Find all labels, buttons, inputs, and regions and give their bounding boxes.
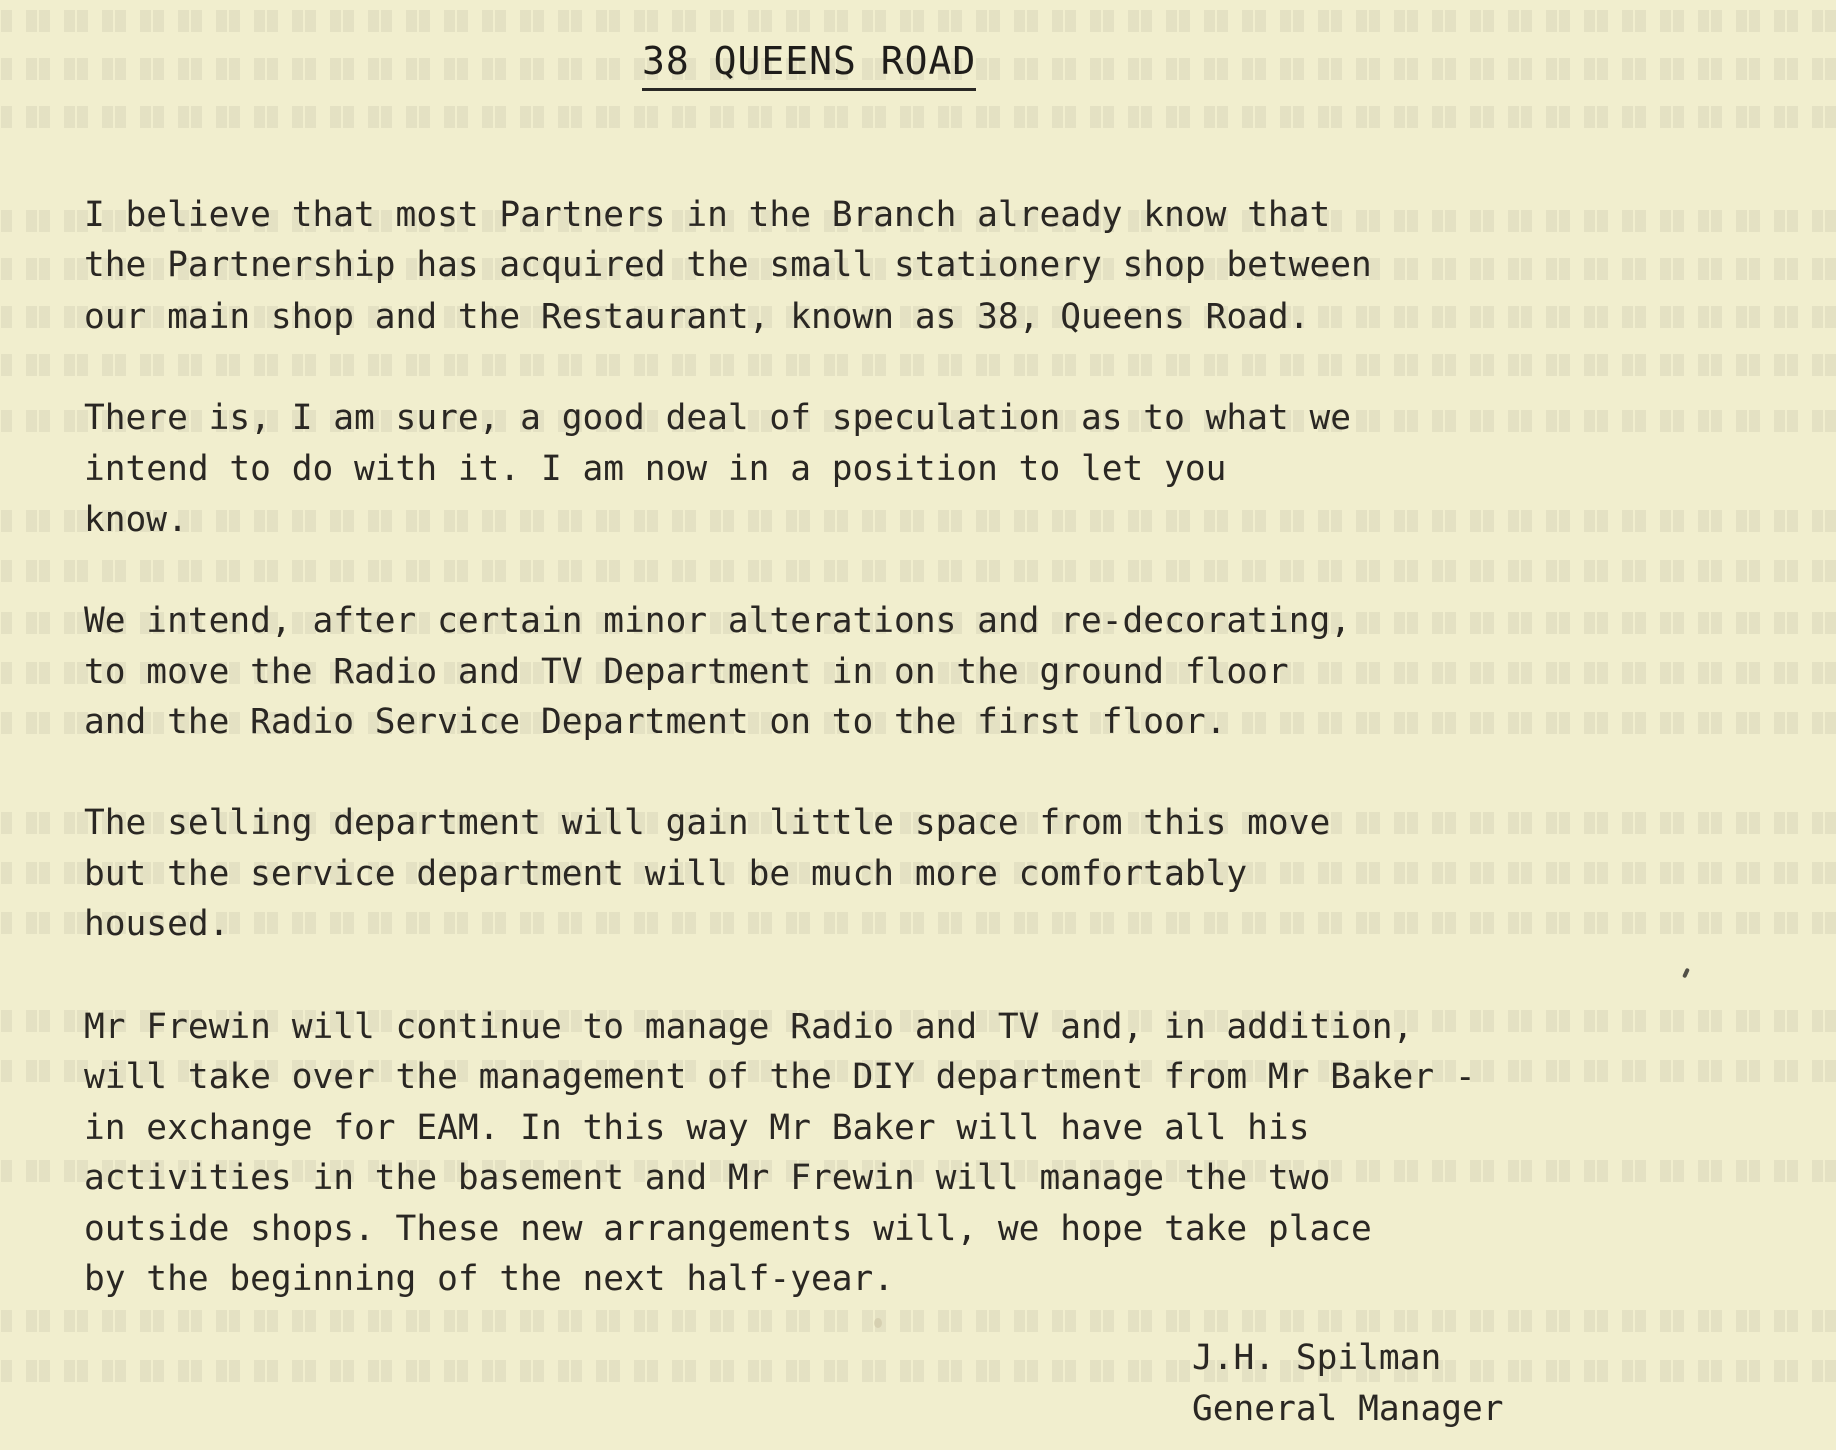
signatory-position: General Manager [1192,1389,1504,1429]
text-line: intend to do with it. I am now in a position to let you [84,449,1227,489]
text-line: activities in the basement and Mr Frewin will manage the two [84,1158,1331,1198]
text-line: housed. [84,904,230,944]
ink-mark [1682,968,1690,979]
paper-mark [874,1318,882,1328]
signatory-name: J.H. Spilman [1192,1338,1442,1378]
text-line: to move the Radio and TV Department in on the ground floor [84,652,1289,692]
text-line: and the Radio Service Department on to the first floor. [84,702,1227,742]
text-line: the Partnership has acquired the small stationery shop between [84,245,1372,285]
text-line: by the beginning of the next half-year. [84,1259,895,1299]
text-line: Mr Frewin will continue to manage Radio and TV and, in addition, [84,1007,1414,1047]
text-line: will take over the management of the DIY department from Mr Baker - [84,1057,1476,1097]
text-line: outside shops. These new arrangements will, we hope take place [84,1209,1372,1249]
text-line: know. [84,500,188,540]
text-line: The selling department will gain little space from this move [84,803,1331,843]
text-line: We intend, after certain minor alterations and re-decorating, [84,601,1352,641]
page-title: 38 QUEENS ROAD [642,38,976,91]
text-line: There is, I am sure, a good deal of speculation as to what we [84,398,1352,438]
text-line: in exchange for EAM. In this way Mr Baker will have all his [84,1108,1310,1148]
text-line: but the service department will be much more comfortably [84,854,1248,894]
text-line: our main shop and the Restaurant, known as 38, Queens Road. [84,297,1310,337]
text-line: I believe that most Partners in the Branch already know that [84,195,1331,235]
